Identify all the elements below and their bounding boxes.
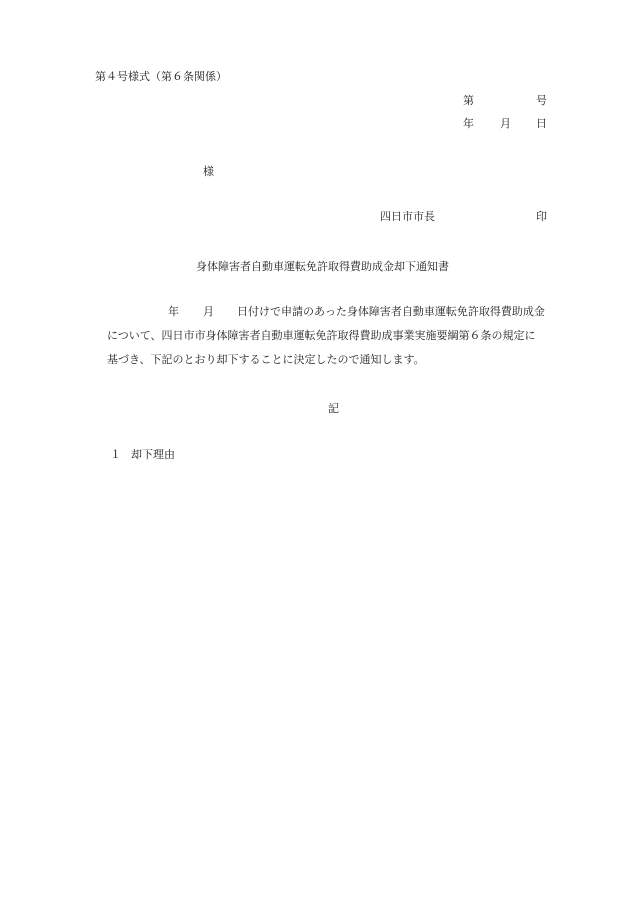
addressee-honorific: 様 (203, 165, 214, 178)
issuer-name: 四日市市長 (380, 210, 435, 223)
document-title: 身体障害者自動車運転免許取得費助成金却下通知書 (196, 260, 449, 273)
seal-mark: 印 (536, 210, 547, 223)
document-number-suffix: 号 (536, 94, 547, 107)
body-text-line-2: について、四日市市身体障害者自動車運転免許取得費助成事業実施要綱第６条の規定に (107, 329, 536, 342)
item-label-rejection-reason: 却下理由 (131, 448, 175, 461)
issue-date-day: 日 (536, 117, 547, 130)
issue-date-month: 月 (500, 117, 511, 130)
body-date-year: 年 (168, 305, 179, 318)
body-text-line-1: 日付けで申請のあった身体障害者自動車運転免許取得費助成金 (237, 305, 545, 318)
ki-heading: 記 (328, 402, 339, 415)
item-number: １ (110, 448, 121, 461)
document-number-label: 第 (463, 94, 474, 107)
body-date-month: 月 (203, 305, 214, 318)
body-text-line-3: 基づき、下記のとおり却下することに決定したので通知します。 (107, 353, 425, 366)
issue-date-year: 年 (463, 117, 474, 130)
form-number: 第４号様式（第６条関係） (95, 70, 227, 83)
